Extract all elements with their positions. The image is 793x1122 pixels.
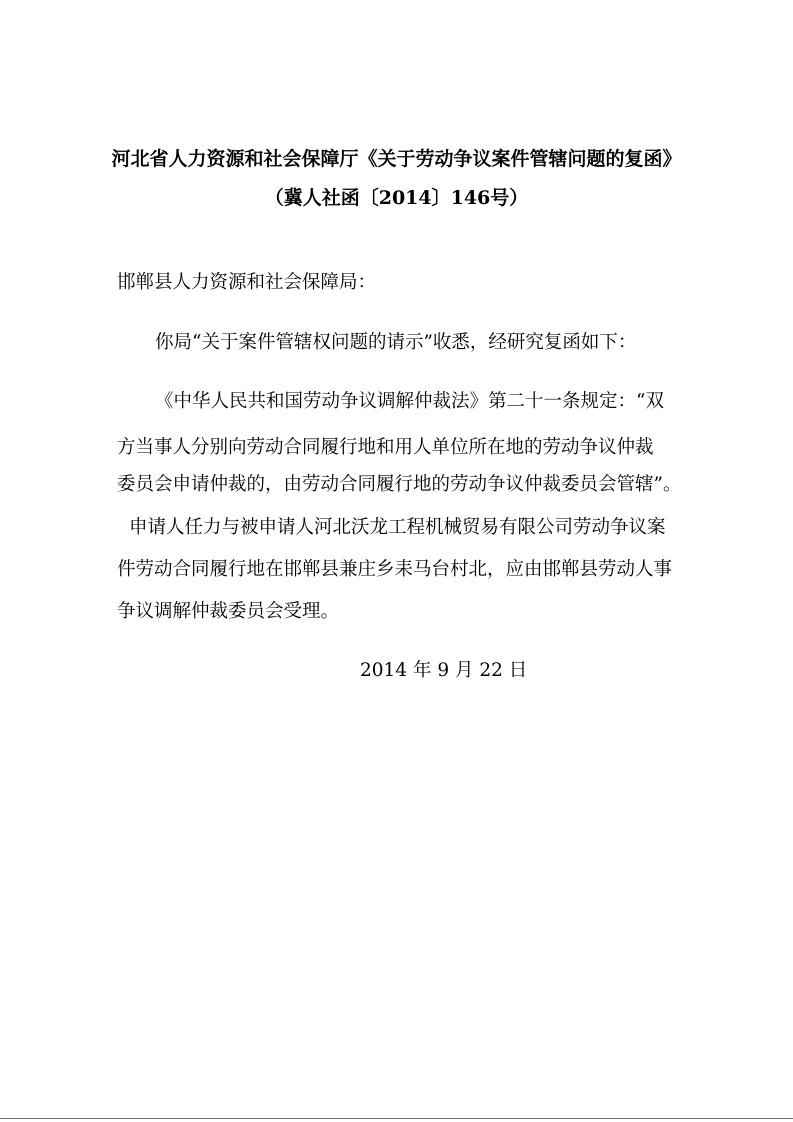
document-number: （冀人社函〔2014〕146号） bbox=[264, 187, 529, 209]
page-bottom-rule bbox=[0, 1118, 793, 1119]
salutation: 邯郸县人力资源和社会保障局： bbox=[117, 272, 377, 293]
paragraph-3-line-3: 争议调解仲裁委员会受理。 bbox=[117, 601, 340, 622]
paragraph-2-line-1: 《中华人民共和国劳动争议调解仲裁法》第二十一条规定：“双 bbox=[155, 391, 664, 412]
document-title: 河北省人力资源和社会保障厅《关于劳动争议案件管辖问题的复函》 bbox=[111, 148, 682, 170]
paragraph-2-line-3: 委员会申请仲裁的，由劳动合同履行地的劳动争议仲裁委员会管辖”。 bbox=[117, 474, 682, 495]
paragraph-1: 你局“关于案件管辖权问题的请示”收悉，经研究复函如下： bbox=[155, 332, 637, 353]
paragraph-3-line-2: 件劳动合同履行地在邯郸县兼庄乡耒马台村北，应由邯郸县劳动人事 bbox=[117, 559, 673, 580]
paragraph-3-line-1: 申请人任力与被申请人河北沃龙工程机械贸易有限公司劳动争议案 bbox=[129, 517, 666, 538]
document-date: 2014 年 9 月 22 日 bbox=[360, 660, 528, 681]
paragraph-2-line-2: 方当事人分别向劳动合同履行地和用人单位所在地的劳动争议仲裁 bbox=[117, 437, 654, 458]
